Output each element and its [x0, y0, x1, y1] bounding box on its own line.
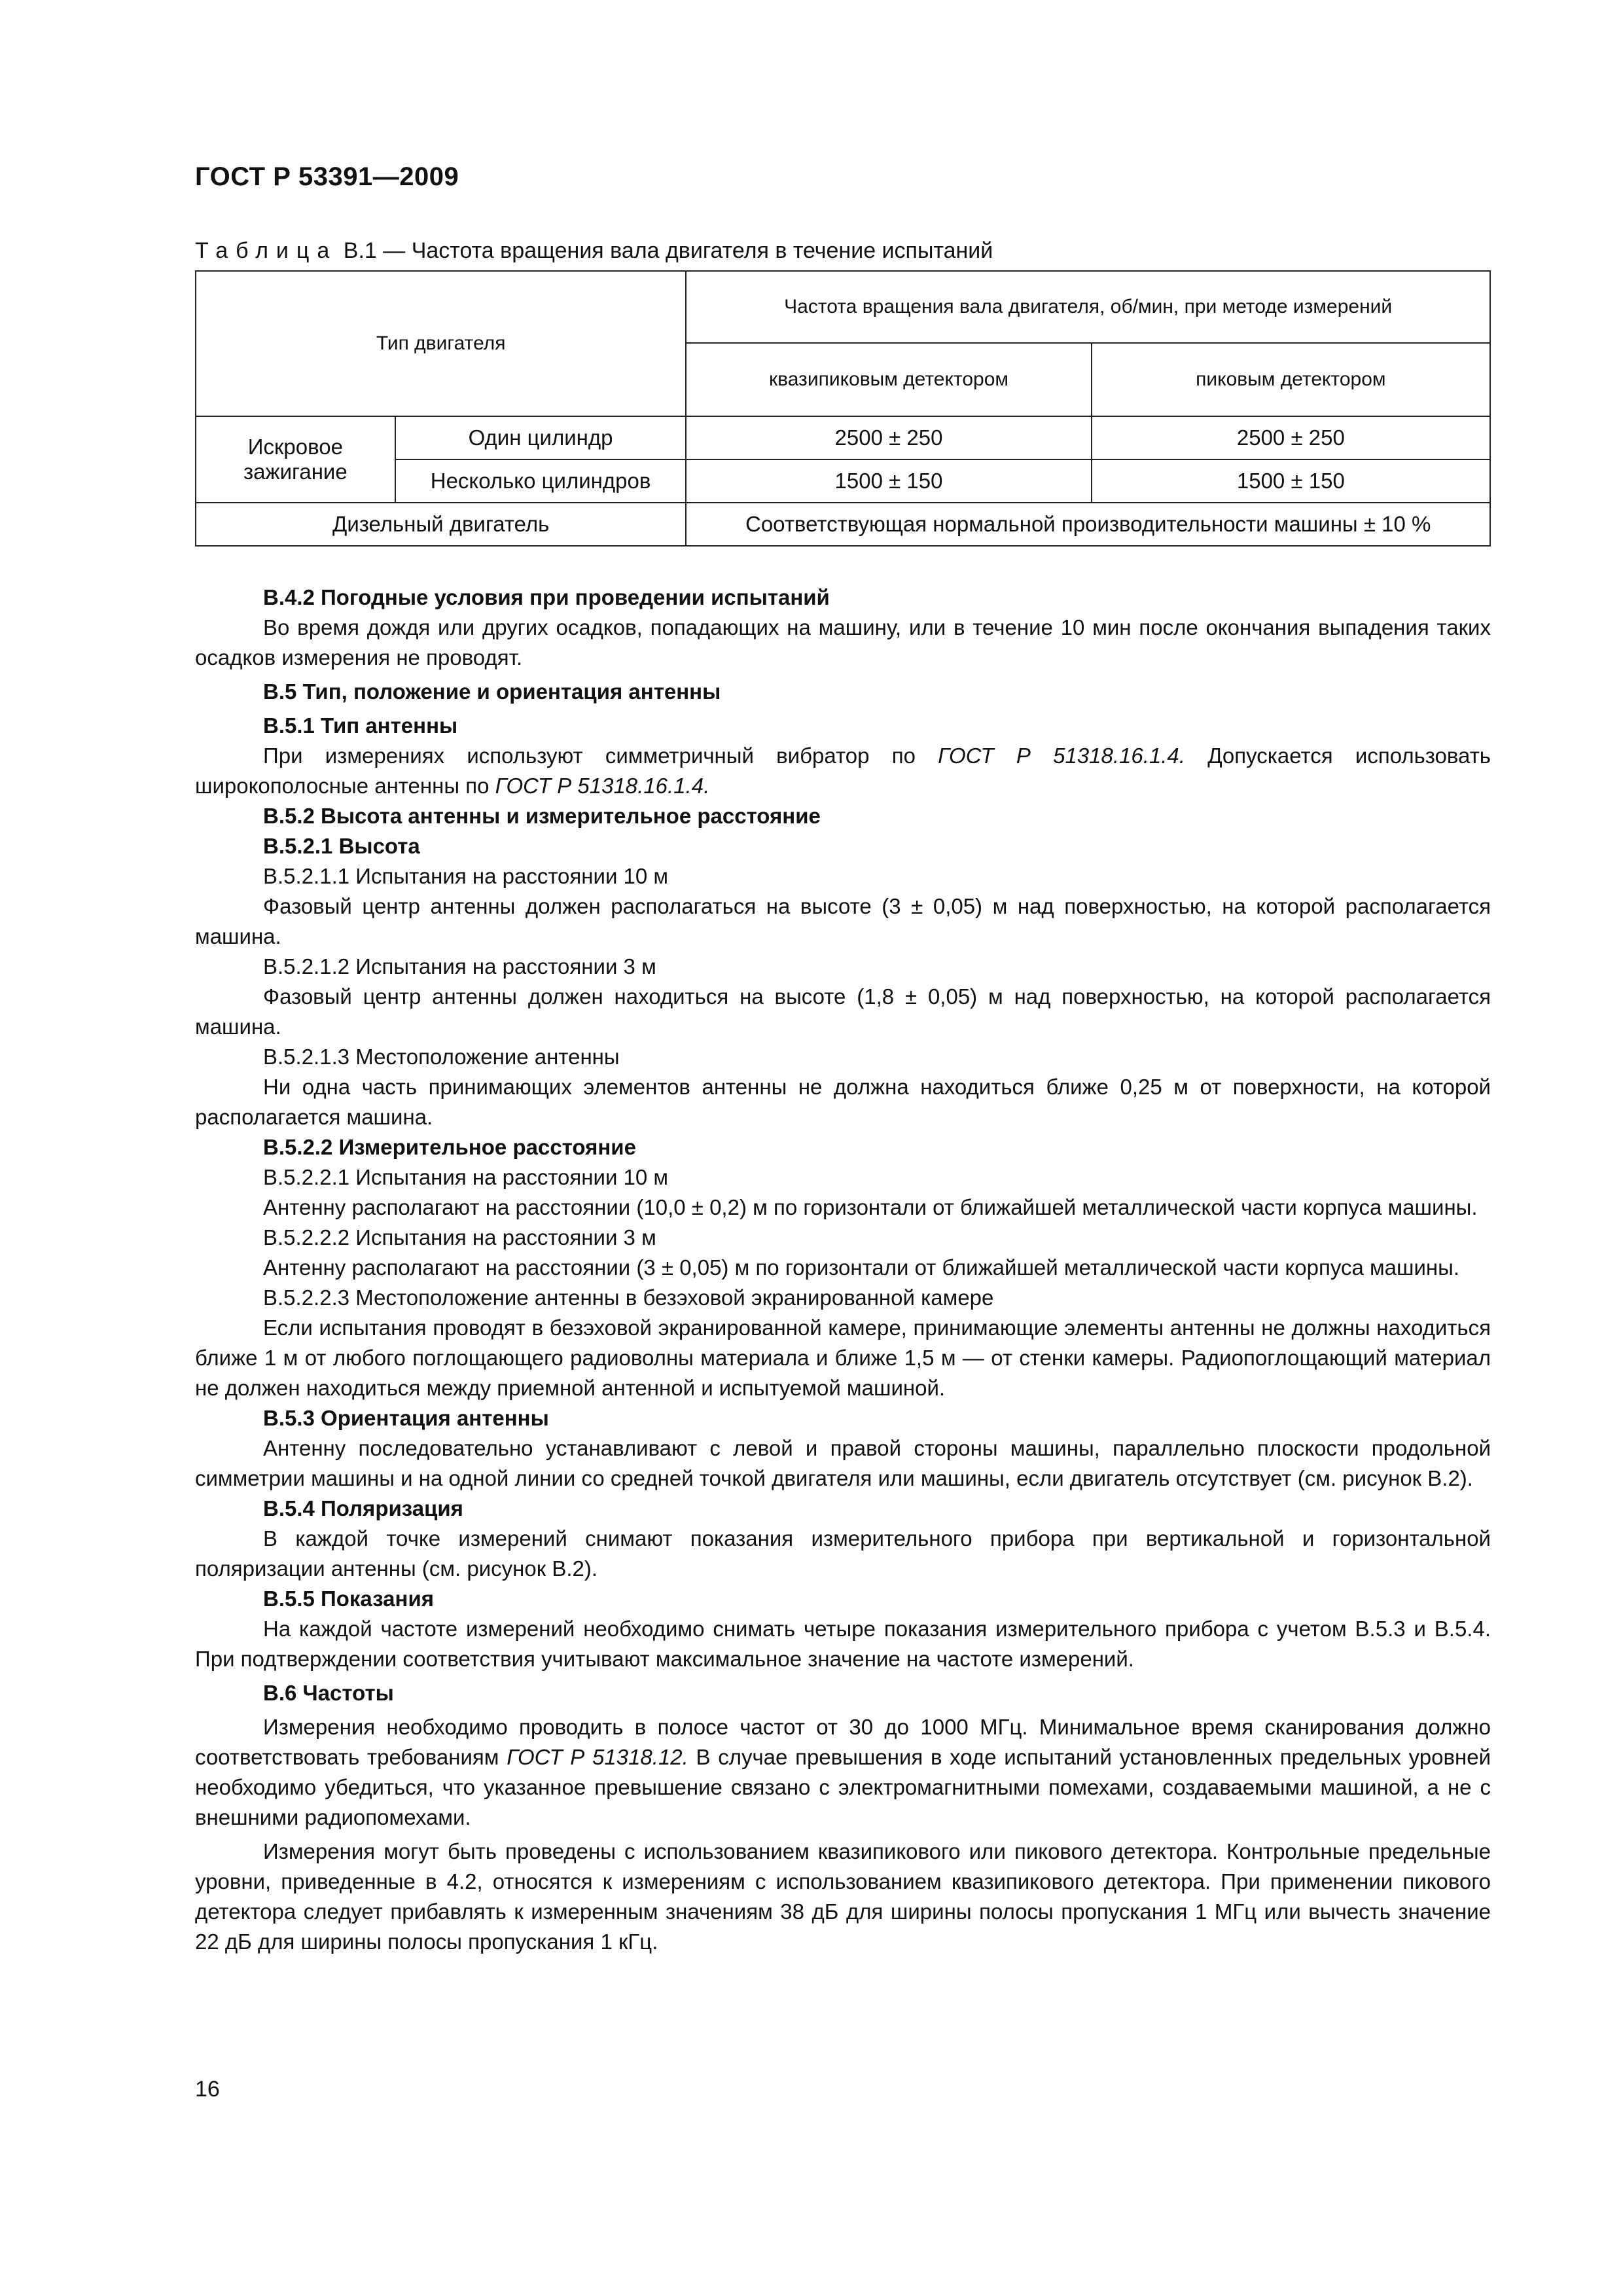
rotation-frequency-table [195, 270, 1491, 547]
section-title: В.5.2.2 Измерительное расстояние [263, 1135, 636, 1159]
paragraph: Во время дождя или других осадков, попадающих на машину, или в течение 10 мин после окончания выпадения таких осадков измерения не проводят. [195, 615, 1491, 670]
header-engine-type: Тип двигателя [196, 271, 686, 416]
standard-reference: ГОСТ Р 51318.12. [507, 1745, 688, 1769]
paragraph: Фазовый центр антенны должен находиться на высоте (1,8 ± 0,05) м над поверхностью, на которой располагается машина. [195, 984, 1491, 1039]
header-quasi-peak: квазипиковым детектором [686, 343, 1091, 416]
document-header: ГОСТ Р 53391—2009 [195, 162, 459, 191]
paragraph: Если испытания проводят в безэховой экранированной камере, принимающие элементы антенны не должны находиться ближе 1 м от любого поглощающего радиоволны материала и ближе 1,5 м — от стенки камеры. Радиопоглощающий материал не должен находиться между приемной антенной и испытуемой машиной. [195, 1316, 1491, 1400]
header-peak: пиковым детектором [1092, 343, 1490, 416]
paragraph: Измерения могут быть проведены с использованием квазипикового или пикового детектора. Контрольные предельные уровни, приведенные в 4.2, относятся к измерениям с использованием квазипикового детектора. При применении пикового детектора следует прибавлять к измеренным значениям 38 дБ для ширины полосы пропускания 1 МГц или вычесть значение 22 дБ для ширины полосы пропускания 1 кГц. [195, 1839, 1491, 1954]
row-multi-cylinder: Несколько цилиндров [395, 459, 687, 503]
section-title: В.5.4 Поляризация [263, 1496, 463, 1520]
document-body [195, 583, 1491, 1957]
multi-cylinder-peak: 1500 ± 150 [1092, 459, 1490, 503]
spark-ignition-label: Искровое зажигание [196, 416, 395, 503]
table-caption [195, 238, 993, 264]
paragraph: Антенну располагают на расстоянии (10,0 ± 0,2) м по горизонтали от ближайшей металлической части корпуса машины. [263, 1195, 1478, 1219]
paragraph: На каждой частоте измерений необходимо снимать четыре показания измерительного прибора с учетом В.5.3 и В.5.4. При подтверждении соответствия учитывают максимальное значение на частоте измерений. [195, 1617, 1491, 1671]
subsection-title: В.5.2.2.1 Испытания на расстоянии 10 м [263, 1165, 669, 1189]
section-title: В.5.2.1 Высота [263, 834, 420, 858]
subsection-title: В.5.2.2.2 Испытания на расстоянии 3 м [263, 1225, 656, 1249]
section-title: В.4.2 Погодные условия при проведении испытаний [263, 585, 830, 609]
paragraph: Антенну последовательно устанавливают с левой и правой стороны машины, параллельно плоскости продольной симметрии машины и на одной линии со средней точкой двигателя или машины, если двигатель отсутствует (см. рисунок В.2). [195, 1436, 1491, 1490]
table-caption-label: Таблица [195, 238, 338, 263]
paragraph: При измерениях используют симметричный вибратор по ГОСТ Р 51318.16.1.4. Допускается использовать широкополосные антенны по ГОСТ Р 51318.16.1.4. [195, 744, 1491, 798]
diesel-value: Соответствующая нормальной производительности машины ± 10 % [686, 503, 1490, 546]
paragraph: Ни одна часть принимающих элементов антенны не должна находиться ближе 0,25 м от поверхности, на которой располагается машина. [195, 1075, 1491, 1129]
subsection-title: В.5.2.2.3 Местоположение антенны в безэховой экранированной камере [263, 1285, 994, 1310]
subsection-title: В.5.2.1.2 Испытания на расстоянии 3 м [263, 954, 656, 978]
header-frequency-group: Частота вращения вала двигателя, об/мин, при методе измерений [686, 271, 1490, 343]
paragraph: Антенну располагают на расстоянии (3 ± 0,05) м по горизонтали от ближайшей металлической части корпуса машины. [263, 1255, 1460, 1280]
paragraph: Измерения необходимо проводить в полосе частот от 30 до 1000 МГц. Минимальное время сканирования должно соответствовать требованиям ГОСТ Р 51318.12. В случае превышения в ходе испытаний установленных предельных уровней необходимо убедиться, что указанное превышение связано с электромагнитными помехами, создаваемыми машиной, а не с внешними радиопомехами. [195, 1715, 1491, 1829]
section-title: В.5.3 Ориентация антенны [263, 1406, 549, 1430]
row-diesel: Дизельный двигатель [196, 503, 686, 546]
multi-cylinder-quasi-peak: 1500 ± 150 [686, 459, 1091, 503]
section-title: В.5 Тип, положение и ориентация антенны [263, 679, 721, 704]
row-one-cylinder: Один цилиндр [395, 416, 687, 459]
section-title: В.5.5 Показания [263, 1587, 434, 1611]
page-number: 16 [195, 2077, 220, 2102]
table-caption-text: В.1 — Частота вращения вала двигателя в течение испытаний [343, 238, 993, 263]
standard-reference: ГОСТ Р 51318.16.1.4. [938, 744, 1185, 768]
section-title: В.5.1 Тип антенны [263, 713, 458, 738]
section-title: В.6 Частоты [263, 1681, 394, 1705]
one-cylinder-peak: 2500 ± 250 [1092, 416, 1490, 459]
subsection-title: В.5.2.1.3 Местоположение антенны [263, 1045, 620, 1069]
section-title: В.5.2 Высота антенны и измерительное расстояние [263, 804, 821, 828]
subsection-title: В.5.2.1.1 Испытания на расстоянии 10 м [263, 864, 669, 888]
paragraph: Фазовый центр антенны должен располагаться на высоте (3 ± 0,05) м над поверхностью, на которой располагается машина. [195, 894, 1491, 948]
standard-reference: ГОСТ Р 51318.16.1.4. [495, 774, 710, 798]
one-cylinder-quasi-peak: 2500 ± 250 [686, 416, 1091, 459]
paragraph: В каждой точке измерений снимают показания измерительного прибора при вертикальной и горизонтальной поляризации антенны (см. рисунок В.2). [195, 1526, 1491, 1581]
